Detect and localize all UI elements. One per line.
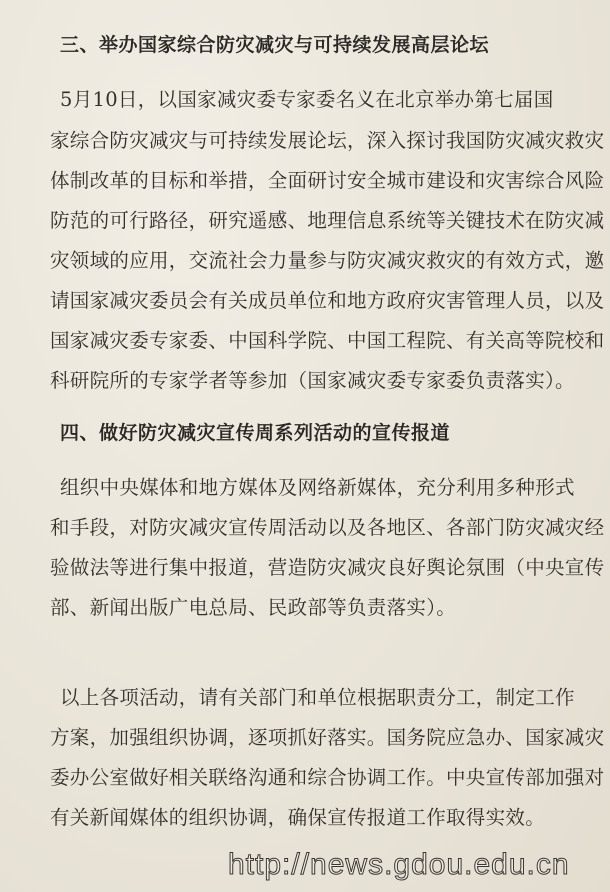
paragraph-line: 科研院所的专家学者等参加（国家减灾委专家委负责落实）。 (50, 369, 575, 392)
section-3-heading: 三、举办国家综合防灾减灾与可持续发展高层论坛 (60, 34, 490, 56)
paragraph-line: 5月10日，以国家减灾委专家委名义在北京举办第七届国 (60, 88, 554, 111)
paragraph-line: 防范的可行路径，研究遥感、地理信息系统等关键技术在防灾减 (50, 209, 605, 232)
paragraph-line: 验做法等进行集中报道，营造防灾减灾良好舆论氛围（中央宣传 (50, 556, 605, 579)
url-watermark: http://news.gdou.edu.cn (228, 848, 570, 881)
paragraph-line: 请国家减灾委员会有关成员单位和地方政府灾害管理人员，以及 (50, 289, 605, 312)
paragraph-line: 方案，加强组织协调，逐项抓好落实。国务院应急办、国家减灾 (50, 726, 605, 749)
paragraph-line: 部、新闻出版广电总局、民政部等负责落实）。 (50, 596, 457, 619)
paragraph-line: 有关新闻媒体的组织协调，确保宣传报道工作取得实效。 (50, 806, 546, 829)
paragraph-line: 委办公室做好相关联络沟通和综合协调工作。中央宣传部加强对 (50, 766, 605, 789)
paragraph-line: 国家减灾委专家委、中国科学院、中国工程院、有关高等院校和 (50, 329, 605, 352)
paragraph-line: 家综合防灾减灾与可持续发展论坛，深入探讨我国防灾减灾救灾 (50, 129, 605, 152)
paragraph-line: 和手段，对防灾减灾宣传周活动以及各地区、各部门防灾减灾经 (50, 516, 605, 539)
paragraph-line: 灾领域的应用，交流社会力量参与防灾减灾救灾的有效方式，邀 (50, 249, 605, 272)
section-4-heading: 四、做好防灾减灾宣传周系列活动的宣传报道 (60, 422, 451, 444)
paragraph-line: 组织中央媒体和地方媒体及网络新媒体，充分利用多种形式 (60, 476, 575, 499)
paragraph-line: 体制改革的目标和举措，全面研讨安全城市建设和灾害综合风险 (50, 169, 605, 192)
paragraph-line: 以上各项活动，请有关部门和单位根据职责分工，制定工作 (60, 686, 575, 709)
